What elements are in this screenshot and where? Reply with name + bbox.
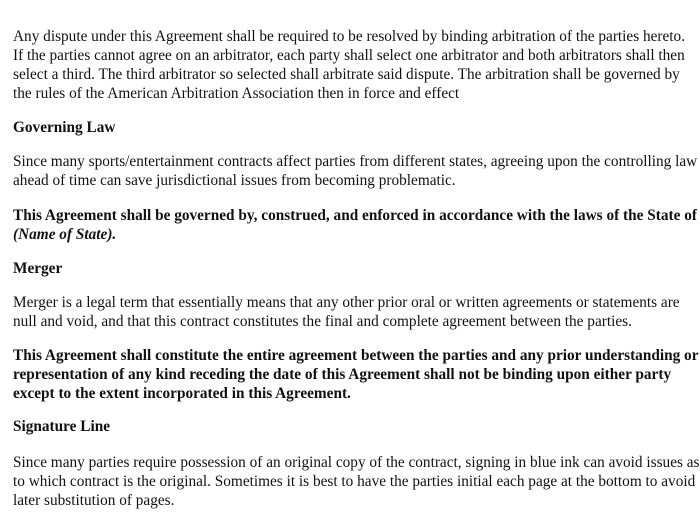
signature-line-explanation: [13, 453, 700, 510]
governing-law-clause-state: (Name of State).: [13, 226, 117, 243]
governing-law-clause-line-1: This Agreement shall be governed by, construed, and enforced in accordance with the laws of the State of: [13, 207, 697, 224]
arbitration-line-3: select a third. The third arbitrator so selected shall arbitrate said dispute. The arbitration shall be governed by: [13, 66, 680, 83]
signature-line-explanation-line-1: Since many parties require possession of an original copy of the contract, signing in blue ink can avoid issues as: [13, 454, 700, 471]
arbitration-line-4: the rules of the American Arbitration Association then in force and effect: [13, 85, 460, 102]
merger-clause-line-1: This Agreement shall constitute the entire agreement between the parties and any prior understanding or: [13, 347, 699, 364]
merger-clause-line-3: except to the extent incorporated in this Agreement.: [13, 385, 351, 402]
governing-law-explanation: [13, 152, 700, 190]
arbitration-paragraph: [13, 27, 700, 103]
signature-line-explanation-line-2: to which contract is the original. Sometimes it is best to have the parties initial each page at the bottom to avoid: [13, 473, 696, 490]
arbitration-line-1: Any dispute under this Agreement shall be required to be resolved by binding arbitration of the parties hereto.: [13, 28, 686, 45]
merger-heading: Merger: [13, 260, 63, 277]
merger-clause-line-2: representation of any kind receding the date of this Agreement shall not be binding upon either party: [13, 366, 672, 383]
merger-explanation-line-2: null and void, and that this contract constitutes the final and complete agreement between the parties.: [13, 313, 632, 330]
merger-explanation-line-1: Merger is a legal term that essentially means that any other prior oral or written agreements or statements are: [13, 294, 680, 311]
merger-clause: [13, 346, 700, 403]
signature-line-heading: Signature Line: [13, 418, 111, 435]
governing-law-explanation-line-1: Since many sports/entertainment contracts affect parties from different states, agreeing upon the controlling law: [13, 153, 698, 170]
arbitration-line-2: If the parties cannot agree on an arbitrator, each party shall select one arbitrator and both arbitrators shall then: [13, 47, 685, 64]
signature-line-explanation-line-3: later substitution of pages.: [13, 492, 175, 509]
merger-explanation: [13, 293, 700, 331]
governing-law-heading: Governing Law: [13, 119, 116, 136]
governing-law-clause: [13, 206, 700, 244]
governing-law-explanation-line-2: ahead of time can save jurisdictional issues from becoming problematic.: [13, 172, 456, 189]
